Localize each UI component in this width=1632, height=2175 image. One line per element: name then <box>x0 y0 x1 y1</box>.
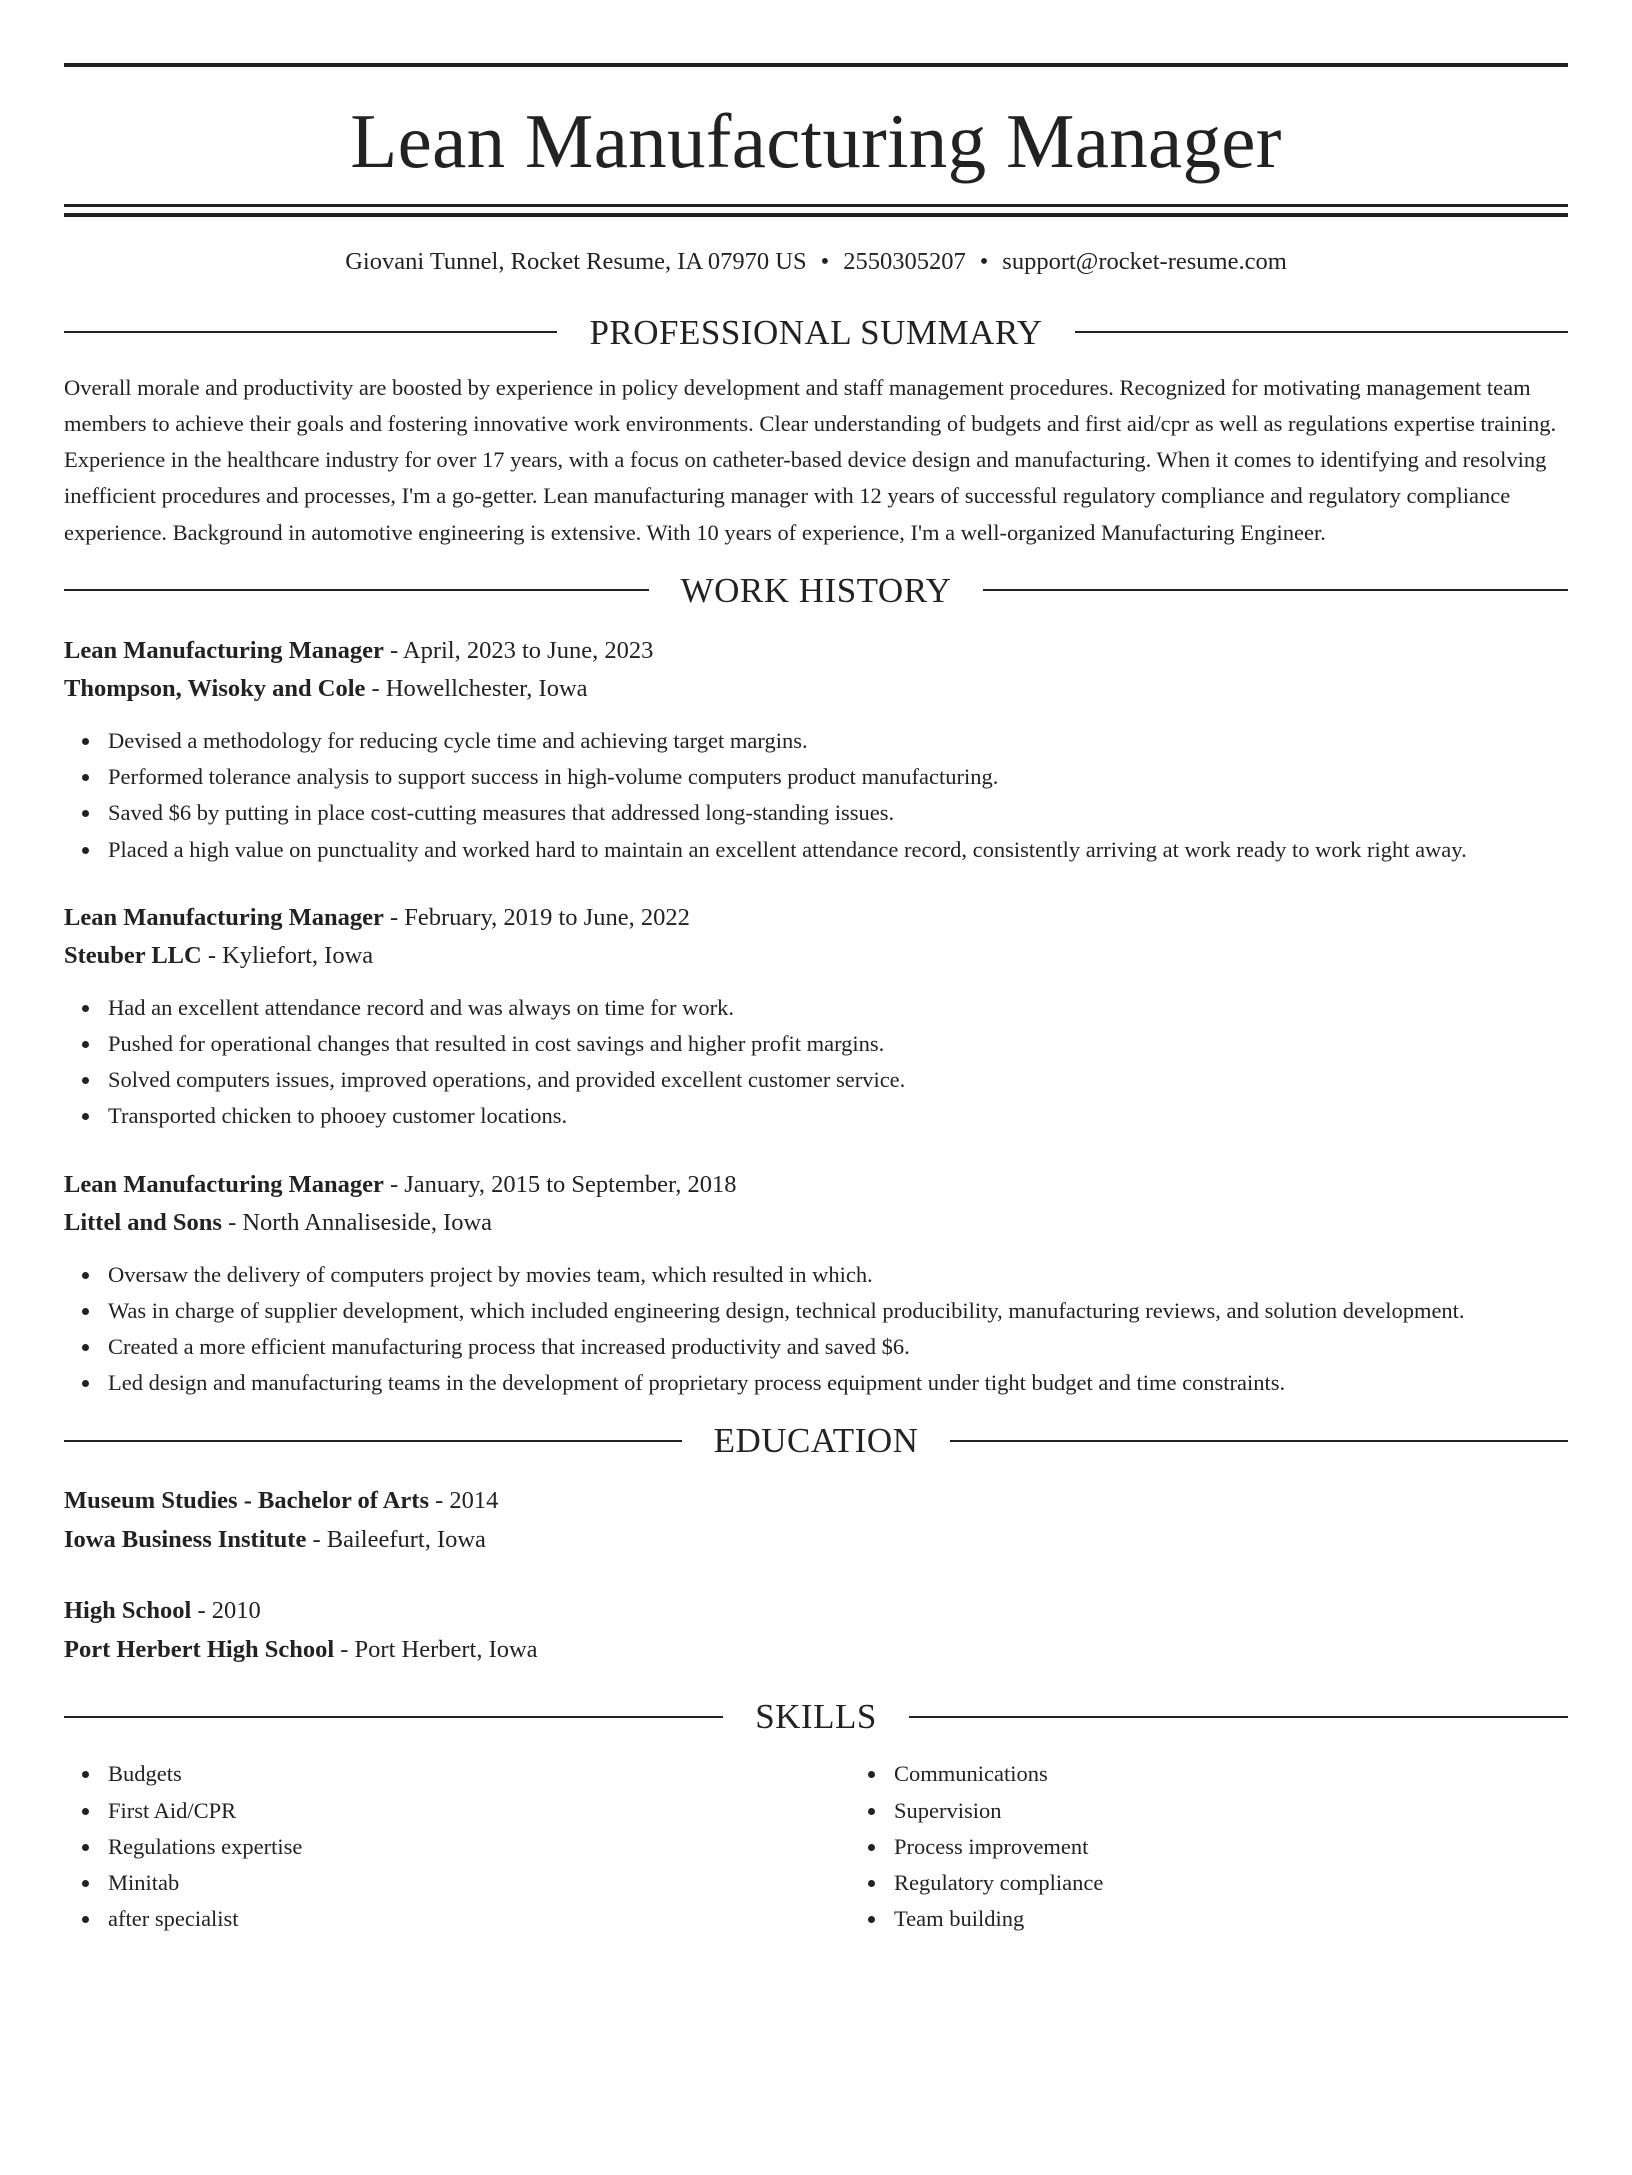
education-year: - 2014 <box>429 1487 499 1515</box>
job-bullet: Transported chicken to phooey customer locations. <box>108 1098 1568 1134</box>
education-degree-line <box>64 1482 1568 1521</box>
job-title: Lean Manufacturing Manager <box>64 636 384 664</box>
skills-list-left <box>64 1756 850 1937</box>
job-bullet: Pushed for operational changes that resulted in cost savings and higher profit margins. <box>108 1026 1568 1062</box>
job-location: - North Annaliseside, Iowa <box>221 1209 493 1237</box>
skill-item: Budgets <box>108 1756 850 1792</box>
education-degree-line <box>64 1592 1568 1631</box>
education-location: - Baileefurt, Iowa <box>306 1525 486 1553</box>
resume-page <box>0 63 1632 2175</box>
education-entry <box>64 1482 1568 1559</box>
job-company-line <box>64 937 1568 976</box>
heading-rule-right <box>1075 331 1568 333</box>
job-bullet-list <box>64 990 1568 1135</box>
heading-rule-right <box>983 589 1568 591</box>
job-bullet: Performed tolerance analysis to support success in high-volume computers product manufacturing. <box>108 759 1568 795</box>
job-company: Thompson, Wisoky and Cole <box>64 675 366 703</box>
job-bullet: Led design and manufacturing teams in the development of proprietary process equipment under tight budget and time constraints. <box>108 1365 1568 1401</box>
contact-phone: 2550305207 <box>843 248 966 275</box>
education-year: - 2010 <box>191 1597 261 1625</box>
education-school: Port Herbert High School <box>64 1635 335 1663</box>
education-heading: EDUCATION <box>713 1421 919 1461</box>
job-title-line <box>64 1166 1568 1205</box>
education-entry <box>64 1592 1568 1669</box>
job-bullet: Was in charge of supplier development, which included engineering design, technical producibility, manufacturing reviews, and solution development. <box>108 1293 1568 1329</box>
job-dates: - January, 2015 to September, 2018 <box>383 1170 737 1198</box>
skill-item: Communications <box>894 1756 1632 1792</box>
education-degree: Museum Studies - Bachelor of Arts <box>64 1487 429 1515</box>
job-title: Lean Manufacturing Manager <box>64 903 384 931</box>
summary-heading: PROFESSIONAL SUMMARY <box>589 312 1043 352</box>
contact-address: Giovani Tunnel, Rocket Resume, IA 07970 US <box>345 248 807 275</box>
job-dates: - April, 2023 to June, 2023 <box>383 636 654 664</box>
job-bullet: Devised a methodology for reducing cycle time and achieving target margins. <box>108 723 1568 759</box>
header-double-rule <box>64 204 1568 217</box>
education-school-line <box>64 1631 1568 1670</box>
job-title: Lean Manufacturing Manager <box>64 1170 384 1198</box>
heading-rule-left <box>64 1440 682 1442</box>
summary-text: Overall morale and productivity are boosted by experience in policy development and staff management procedures. Recognized for motivating management team members to achieve their goals and fostering innovative work environments. Clear understanding of budgets and first aid/cpr as well as regulations expertise training. Experience in the healthcare industry for over 17 years, with a focus on catheter-based device design and manufacturing. When it comes to identifying and resolving inefficient procedures and processes, I'm a go-getter. Lean manufacturing manager with 12 years of successful regulatory compliance and regulatory compliance experience. Background in automotive engineering is extensive. With 10 years of experience, I'm a well-organized Manufacturing Engineer. <box>64 374 1557 545</box>
job-bullet: Created a more efficient manufacturing process that increased productivity and saved $6. <box>108 1329 1568 1365</box>
education-section-heading <box>64 1421 1568 1461</box>
skill-item: First Aid/CPR <box>108 1793 850 1829</box>
skill-item: Process improvement <box>894 1829 1632 1865</box>
job-company: Steuber LLC <box>64 942 202 970</box>
skill-item: after specialist <box>108 1901 850 1937</box>
job-bullet: Had an excellent attendance record and was always on time for work. <box>108 990 1568 1026</box>
heading-rule-left <box>64 331 557 333</box>
skill-item: Regulations expertise <box>108 1829 850 1865</box>
job-bullet-list <box>64 723 1568 868</box>
page-title: Lean Manufacturing Manager <box>350 98 1282 184</box>
skills-list-right <box>850 1756 1632 1937</box>
education-degree: High School <box>64 1597 192 1625</box>
skill-item: Minitab <box>108 1865 850 1901</box>
job-entry <box>64 899 1568 1135</box>
education-location: - Port Herbert, Iowa <box>334 1635 538 1663</box>
skills-heading: SKILLS <box>755 1697 877 1737</box>
job-bullet-list <box>64 1257 1568 1402</box>
job-location: - Howellchester, Iowa <box>365 675 588 703</box>
work-heading: WORK HISTORY <box>680 570 952 610</box>
education-school: Iowa Business Institute <box>64 1525 307 1553</box>
skill-item: Team building <box>894 1901 1632 1937</box>
job-dates: - February, 2019 to June, 2022 <box>383 903 690 931</box>
contact-separator: • <box>820 248 830 275</box>
summary-section-heading <box>64 312 1568 352</box>
contact-separator: • <box>979 248 989 275</box>
skills-section-heading <box>64 1697 1568 1737</box>
job-bullet: Oversaw the delivery of computers project by movies team, which resulted in which. <box>108 1257 1568 1293</box>
heading-rule-right <box>909 1716 1568 1718</box>
contact-email: support@rocket-resume.com <box>1002 248 1287 275</box>
skill-item: Regulatory compliance <box>894 1865 1632 1901</box>
skills-columns <box>64 1756 1568 1937</box>
job-title-line <box>64 632 1568 671</box>
education-school-line <box>64 1521 1568 1560</box>
job-bullet: Solved computers issues, improved operations, and provided excellent customer service. <box>108 1062 1568 1098</box>
skill-item: Supervision <box>894 1793 1632 1829</box>
job-location: - Kyliefort, Iowa <box>201 942 374 970</box>
job-entry <box>64 632 1568 868</box>
job-title-line <box>64 899 1568 938</box>
job-company: Littel and Sons <box>64 1209 222 1237</box>
work-section-heading <box>64 570 1568 610</box>
contact-line <box>64 250 1568 275</box>
heading-rule-right <box>950 1440 1568 1442</box>
header-top-rule <box>64 63 1568 67</box>
job-company-line <box>64 1204 1568 1243</box>
job-bullet: Placed a high value on punctuality and worked hard to maintain an excellent attendance record, consistently arriving at work ready to work right away. <box>108 832 1568 868</box>
heading-rule-left <box>64 1716 723 1718</box>
job-bullet: Saved $6 by putting in place cost-cutting measures that addressed long-standing issues. <box>108 795 1568 831</box>
heading-rule-left <box>64 589 649 591</box>
job-entry <box>64 1166 1568 1402</box>
job-company-line <box>64 670 1568 709</box>
